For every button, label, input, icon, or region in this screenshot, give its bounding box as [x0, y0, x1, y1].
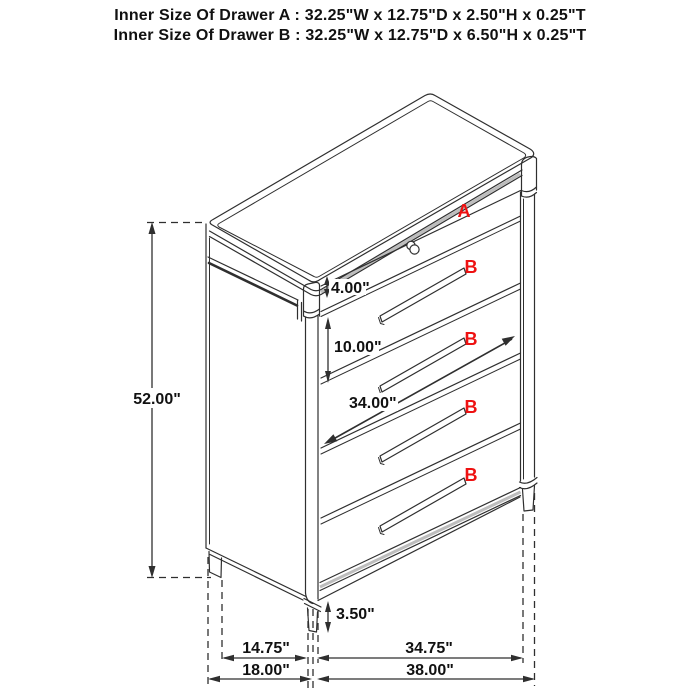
- side-bottom-band: [210, 555, 303, 601]
- dimension-annotations: [129, 222, 535, 688]
- inner-depth-label: 14.75": [242, 640, 290, 657]
- overall-width-label: 38.00": [406, 662, 454, 679]
- inner-width-label: 34.75": [405, 640, 453, 657]
- drawer-handle-b3: [379, 408, 467, 465]
- drawer-handle-b4: [379, 478, 467, 535]
- drawer-b2-label: B: [464, 329, 478, 349]
- dim-inner-width: [317, 640, 523, 661]
- dim-overall-width: [317, 662, 535, 682]
- overall-depth-label: 18.00": [242, 662, 290, 679]
- top-face-outline: [210, 94, 534, 282]
- overall-height-label: 52.00": [133, 391, 181, 408]
- header-line-drawer-a: Inner Size Of Drawer A : 32.25"W x 12.75"D x 2.50"H x 0.25"T: [114, 7, 586, 24]
- dim-drawer-b-height: [325, 317, 382, 383]
- drawer-separations: [318, 283, 521, 601]
- side-top-rail-shadow: [209, 263, 297, 306]
- leg-height-label: 3.50": [336, 606, 375, 623]
- dim-drawer-a-height: [324, 276, 370, 298]
- drawer-a-label: A: [457, 201, 471, 221]
- chest-drawing: [206, 94, 537, 632]
- front-left-post: [304, 282, 322, 632]
- drawer-b1-label: B: [464, 257, 478, 277]
- keyhole-knob-front: [410, 245, 419, 254]
- dim-overall-depth: [208, 662, 312, 682]
- front-right-post: [520, 157, 538, 512]
- header-line-drawer-b: Inner Size Of Drawer B : 32.25"W x 12.75"D x 6.50"H x 0.25"T: [113, 27, 587, 44]
- drawer-a-height-label: 4.00": [331, 280, 370, 297]
- drawer-width-label: 34.00": [349, 395, 397, 412]
- dim-overall-height: [129, 222, 211, 578]
- dim-leg-height: [325, 601, 375, 633]
- top-band-shading: [321, 174, 520, 292]
- side-top-rail-line: [208, 257, 298, 300]
- drawer-handle-b1: [379, 268, 467, 325]
- drawer-b3-label: B: [464, 397, 478, 417]
- drawer-b4-label: B: [464, 465, 478, 485]
- extension-lines: [208, 493, 535, 688]
- dim-inner-depth: [222, 640, 307, 661]
- drawer-b-height-label: 10.00": [334, 339, 382, 356]
- drawer-handle-b2: [379, 338, 467, 395]
